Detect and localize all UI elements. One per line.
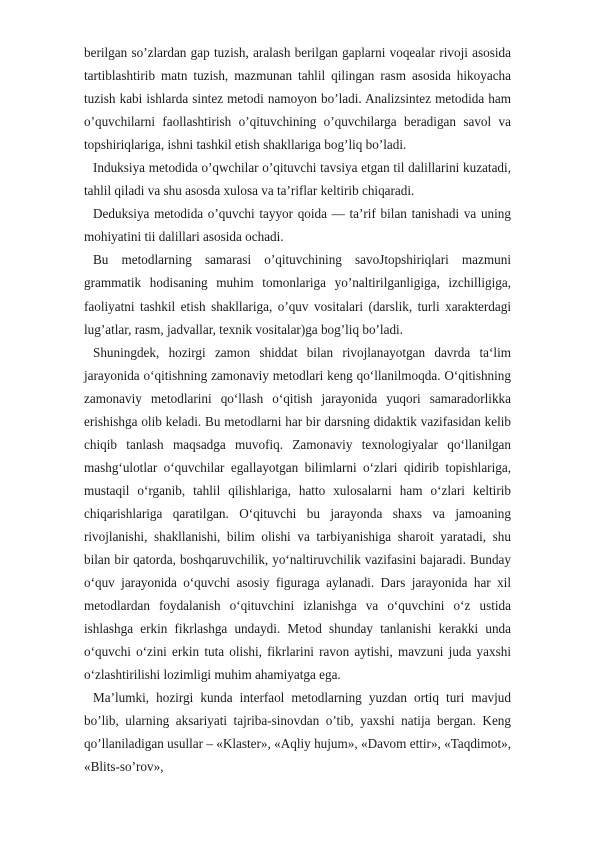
paragraph-interactive-methods: Ma’lumki, hozirgi kunda interfaol metodlarning yuzdan ortiq turi mavjud bo’lib, ularning aksariyati tajriba-sinovdan o’tib, yaxshi natija bergan. Keng qo’llaniladigan usullar – «Klaster», «Aqliy hujum», «Davom ettir», «Taqdimot», «Blits-so’rov»,: [84, 690, 511, 775]
paragraph-method-effectiveness: Bu metodlarning samarasi o’qituvchining savoJtopshiriqlari mazmuni grammatik hodisaning muhim tomonlariga yo’naltirilganligiga, izchilligiga, faoliyatni tashkil etish shakllariga, o’quv vositalari (darslik, turli xarakterdagi lug’atlar, rasm, jadvallar, texnik vositalar)ga bog’liq bo’ladi.: [84, 252, 511, 337]
document-page: [84, 41, 511, 779]
paragraph-synthesis-method: berilgan so’zlardan gap tuzish, aralash berilgan gaplarni voqealar rivoji asosida tartiblashtirib matn tuzish, mazmunan tahlil qilingan rasm asosida hikoyacha tuzish kabi ishlarda sintez metodi namoyon bo’ladi. Analizsintez metodida ham o’quvchilarni faollashtirish o’qituvchining o’quvchilarga beradigan savol va topshiriqlariga, ishni tashkil etish shakllariga bog’liq bo’ladi.: [84, 45, 511, 153]
paragraph-induction-method: Induksiya metodida o’qwchilar o’qituvchi tavsiya etgan til dalillarini kuzatadi, tahlil qiladi va shu asosda xulosa va ta’riflar keltirib chiqaradi.: [84, 160, 511, 199]
paragraph-modern-methods: Shuningdek, hozirgi zamon shiddat bilan rivojlanayotgan davrda ta‘lim jarayonida o‘qitishning zamonaviy metodlari keng qo‘llanilmoqda. O‘qitishning zamonaviy metodlarini qo‘llash o‘qitish jarayonida yuqori samaradorlikka erishishga olib keladi. Bu metodlarni har bir darsning didaktik vazifasidan kelib chiqib tanlash maqsadga muvofiq. Zamonaviy texnologiyalar qo‘llanilgan mashg‘ulotlar o‘quvchilar egallayotgan bilimlarni o‘zlari qidirib topishlariga, mustaqil o‘rganib, tahlil qilishlariga, hatto xulosalarni ham o‘zlari keltirib chiqarishlariga qaratilgan. O‘qituvchi bu jarayonda shaxs va jamoaning rivojlanishi, shakllanishi, bilim olishi va tarbiyanishiga sharoit yaratadi, shu bilan bir qatorda, boshqaruvchilik, yo‘naltiruvchilik vazifasini bajaradi. Bunday o‘quv jarayonida o‘quvchi asosiy figuraga aylanadi. Dars jarayonida har xil metodlardan foydalanish o‘qituvchini izlanishga va o‘quvchini o‘z ustida ishlashga erkin fikrlashga undaydi. Metod shunday tanlanishi kerakki unda o‘quvchi o‘zini erkin tuta olishi, fikrlarini ravon aytishi, mavzuni juda yaxshi o‘zlashtirilishi lozimligi muhim ahamiyatga ega.: [84, 344, 511, 683]
paragraph-deduction-method: Deduksiya metodida o’quvchi tayyor qoida — ta’rif bilan tanishadi va uning mohiyatini tii dalillari asosida ochadi.: [84, 206, 511, 245]
